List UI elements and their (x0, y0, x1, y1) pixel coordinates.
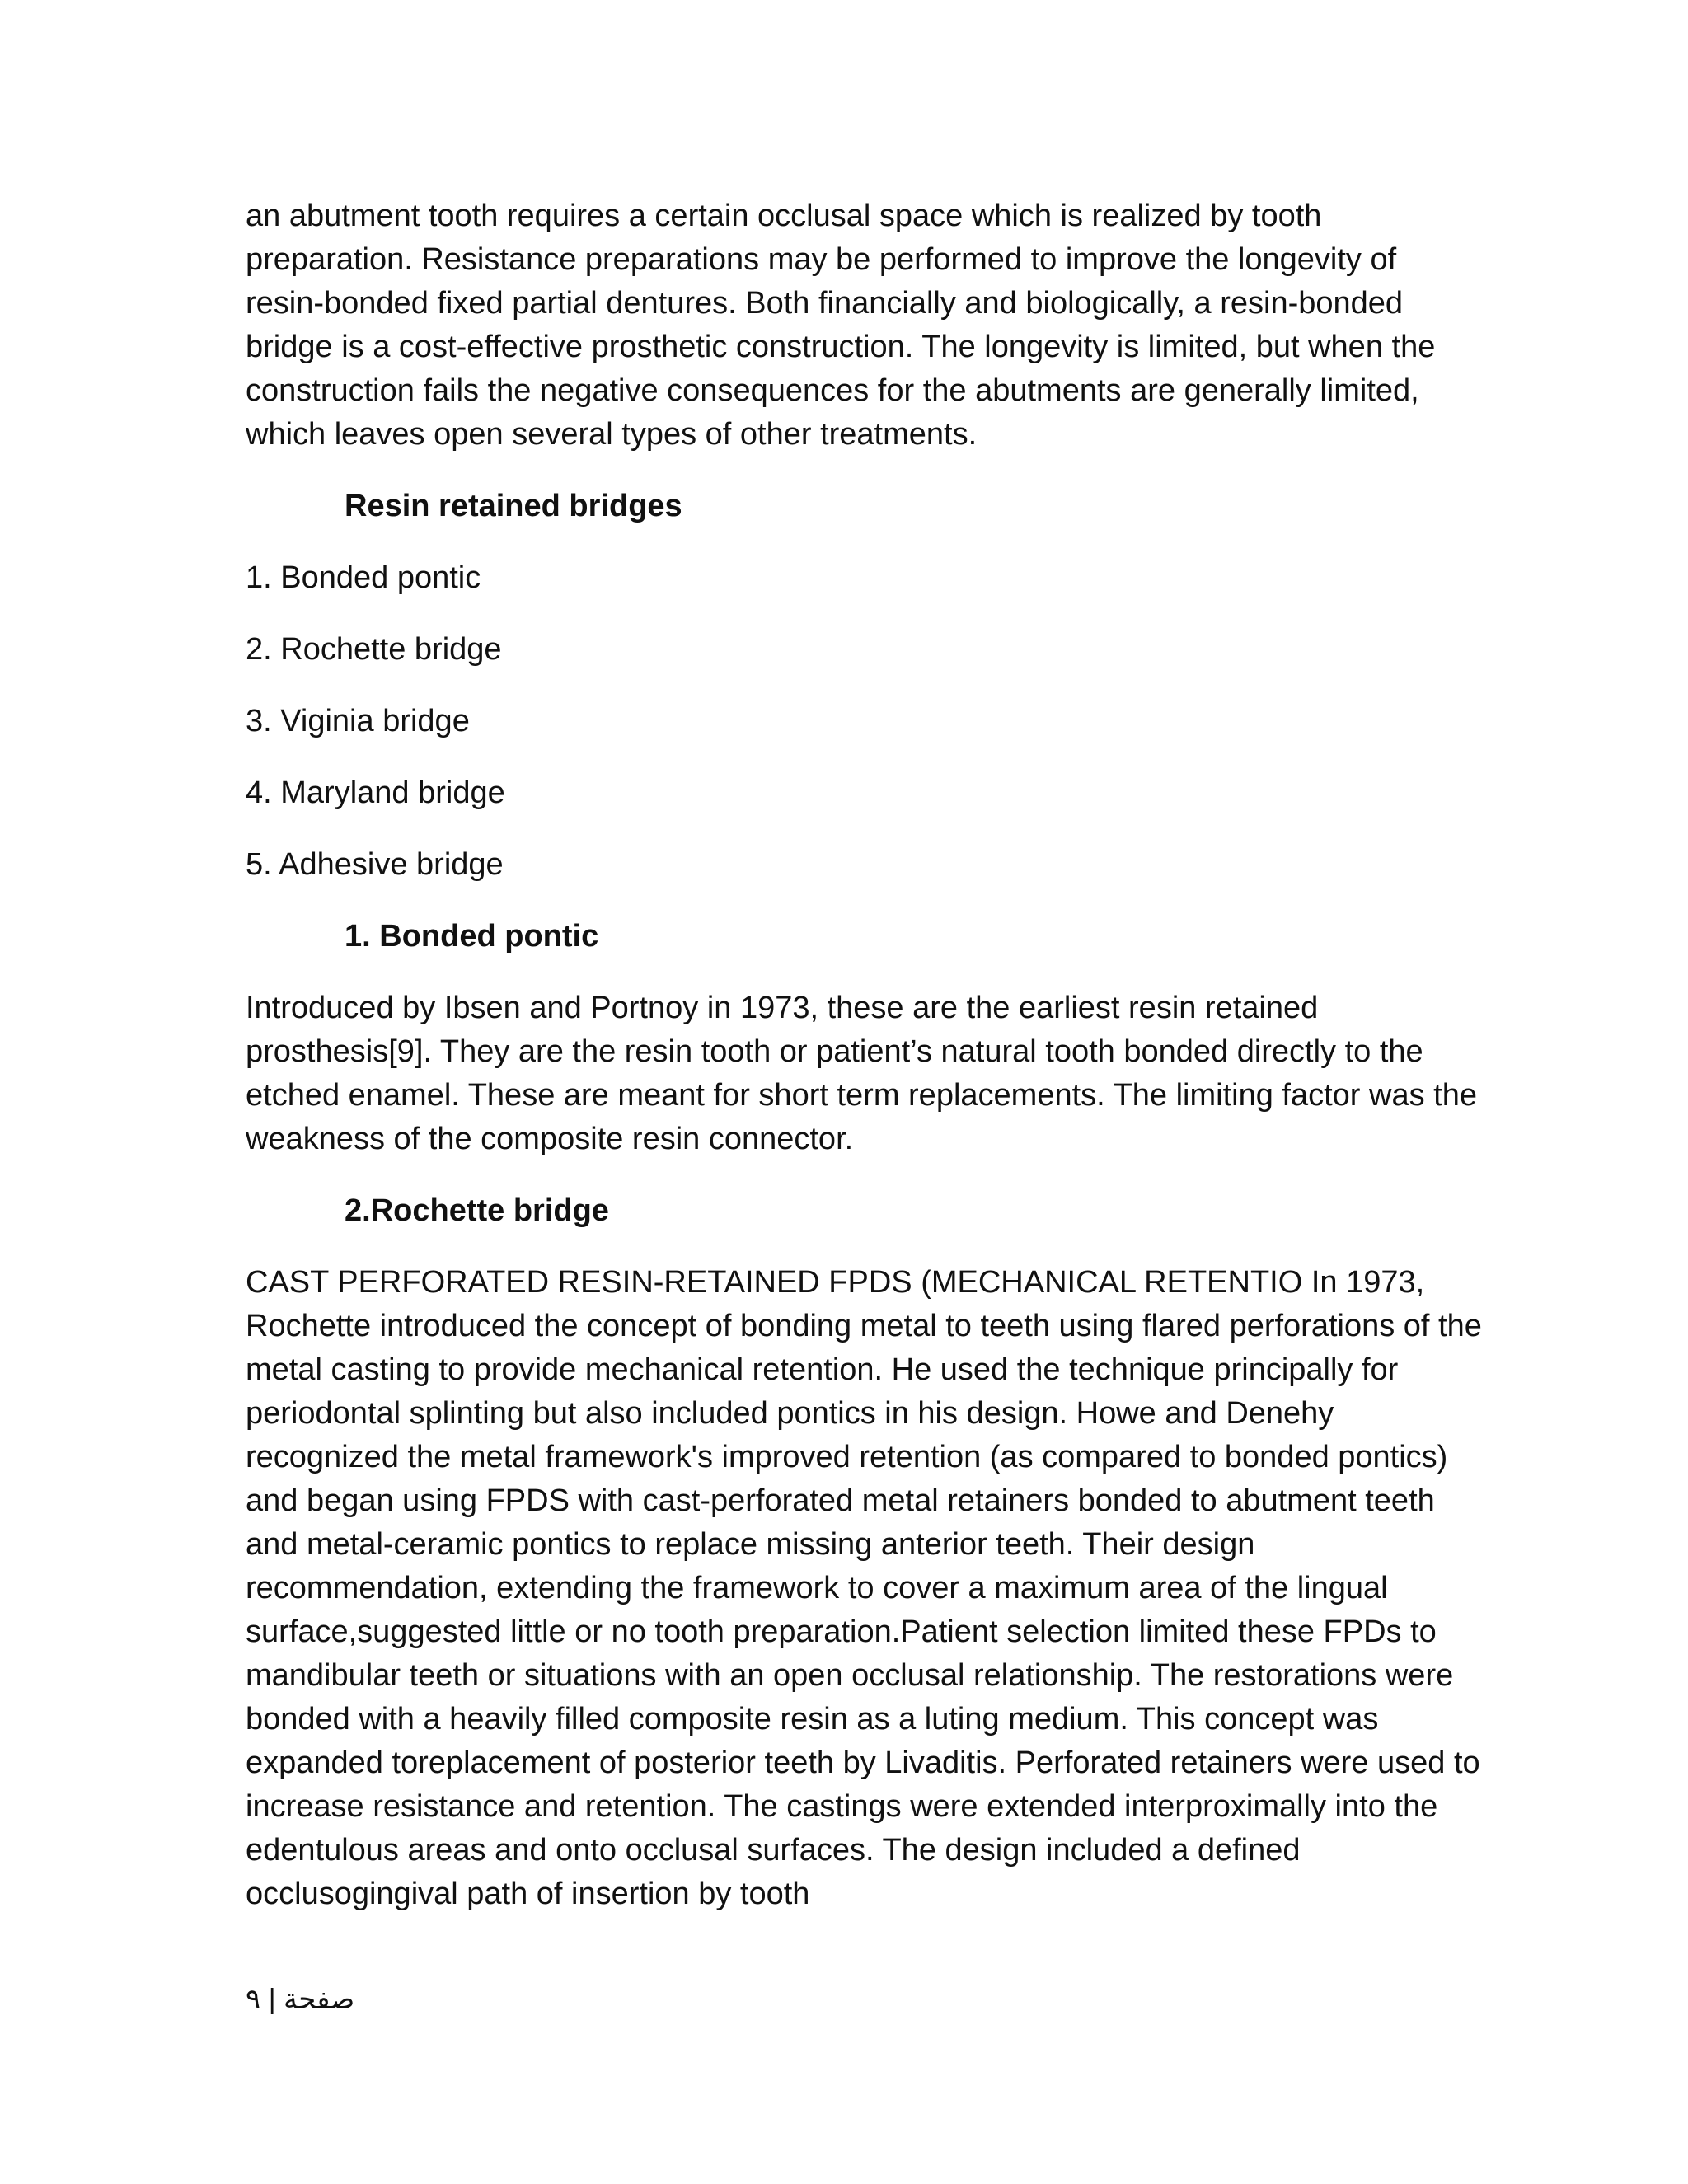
page-content (246, 194, 1482, 1944)
bridge-types-list (246, 556, 1482, 887)
list-item: 4. Maryland bridge (246, 776, 505, 810)
heading-bonded-pontic: 1. Bonded pontic (345, 919, 599, 954)
list-item: 5. Adhesive bridge (246, 847, 504, 882)
list-item: 1. Bonded pontic (246, 560, 481, 595)
rochette-paragraph: CAST PERFORATED RESIN-RETAINED FPDS (MECHANICAL RETENTIO In 1973, Rochette introduced the concept of bonding metal to teeth using flared perforations of the metal casting to provide mechanical retention. He used the technique principally for periodontal splinting but also included pontics in his design. Howe and Denehy recognized the metal framework's improved retention (as compared to bonded pontics) and began using FPDS with cast-perforated metal retainers bonded to abutment teeth and metal-ceramic pontics to replace missing anterior teeth. Their design recommendation, extending the framework to cover a maximum area of the lingual surface,suggested little or no tooth preparation.Patient selection limited these FPDs to mandibular teeth or situations with an open occlusal relationship. The restorations were bonded with a heavily filled composite resin as a luting medium. This concept was expanded toreplacement of posterior teeth by Livaditis. Perforated retainers were used to increase resistance and retention. The castings were extended interproximally into the edentulous areas and onto occlusal surfaces. The design included a defined occlusogingival path of insertion by tooth (246, 1265, 1482, 1911)
list-item: 3. Viginia bridge (246, 704, 470, 738)
intro-paragraph: an abutment tooth requires a certain occlusal space which is realized by tooth preparation. Resistance preparations may be performed to improve the longevity of resin-bonded fixed partial dentures. Both financially and biologically, a resin-bonded bridge is a cost-effective prosthetic construction. The longevity is limited, but when the construction fails the negative consequences for the abutments are generally limited, which leaves open several types of other treatments. (246, 199, 1436, 452)
bonded-pontic-paragraph: Introduced by Ibsen and Portnoy in 1973, these are the earliest resin retained prosthesis[9]. They are the resin tooth or patient’s natural tooth bonded directly to the etched enamel. These are meant for short term replacements. The limiting factor was the weakness of the composite resin connector. (246, 991, 1477, 1156)
page-number-footer: صفحة | ٩ (246, 1984, 355, 2015)
heading-resin-retained-bridges: Resin retained bridges (345, 489, 682, 523)
list-item: 2. Rochette bridge (246, 632, 502, 667)
heading-rochette-bridge: 2.Rochette bridge (345, 1193, 609, 1228)
